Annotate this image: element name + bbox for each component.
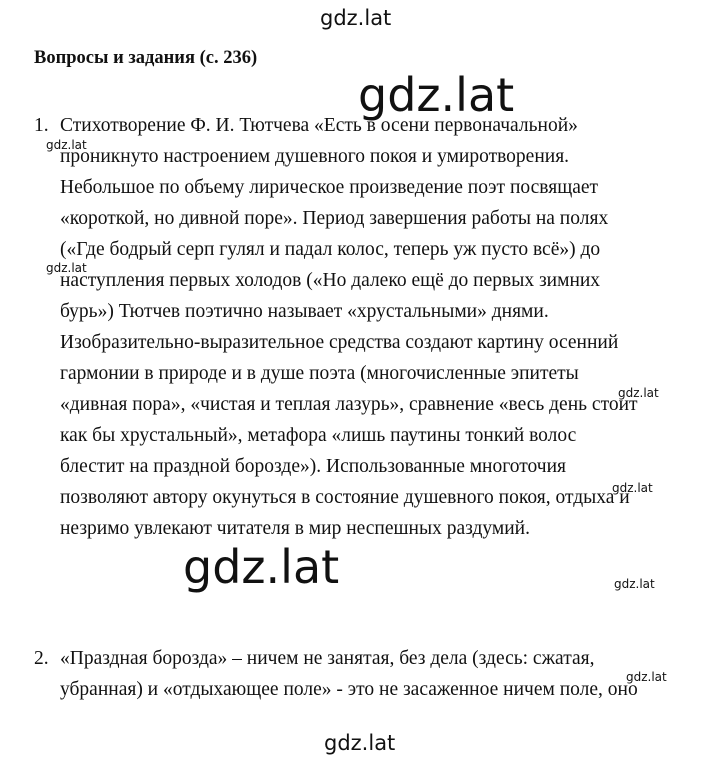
- answer-number: 1.: [34, 115, 49, 136]
- text-line: блестит на праздной борозде»). Использованные многоточия: [60, 456, 566, 477]
- watermark-small: gdz.lat: [618, 386, 659, 400]
- watermark-top: gdz.lat: [320, 6, 392, 30]
- text-line: убранная) и «отдыхающее поле» - это не засаженное ничем поле, оно: [60, 679, 638, 700]
- answer-number: 2.: [34, 648, 49, 669]
- watermark-small: gdz.lat: [626, 670, 667, 684]
- text-line: Небольшое по объему лирическое произведение поэт посвящает: [60, 177, 599, 198]
- text-line: «короткой, но дивной поре». Период завершения работы на полях: [60, 208, 609, 229]
- text-line: наступления первых холодов («Но далеко ещё до первых зимних: [60, 270, 601, 291]
- watermark-large: gdz.lat: [183, 540, 340, 594]
- answer-item-2: [34, 643, 694, 705]
- watermark-small: gdz.lat: [46, 261, 87, 275]
- text-line: Стихотворение Ф. И. Тютчева «Есть в осени первоначальной»: [60, 115, 578, 136]
- answer-item-1: [34, 110, 694, 544]
- text-line: «Праздная борозда» – ничем не занятая, без дела (здесь: сжатая,: [60, 648, 595, 669]
- text-line: незримо увлекают читателя в мир неспешных раздумий.: [60, 518, 530, 539]
- watermark-small: gdz.lat: [614, 577, 655, 591]
- text-line: («Где бодрый серп гулял и падал колос, теперь уж пусто всё») до: [60, 239, 601, 260]
- text-line: как бы хрустальный», метафора «лишь паутины тонкий волос: [60, 425, 577, 446]
- text-line: бурь») Тютчев поэтично называет «хрустальными» днями.: [60, 301, 549, 322]
- answer-text: [60, 643, 694, 705]
- watermark-small: gdz.lat: [612, 481, 653, 495]
- watermark-large: gdz.lat: [358, 68, 515, 122]
- section-heading: Вопросы и задания (с. 236): [34, 48, 258, 68]
- text-line: гармонии в природе и в душе поэта (многочисленные эпитеты: [60, 363, 579, 384]
- text-line: Изобразительно-выразительное средства создают картину осенний: [60, 332, 619, 353]
- watermark-bottom: gdz.lat: [324, 731, 396, 755]
- text-line: проникнуто настроением душевного покоя и умиротворения.: [60, 146, 570, 167]
- watermark-small: gdz.lat: [46, 138, 87, 152]
- text-line: позволяют автору окунуться в состояние душевного покоя, отдыха и: [60, 487, 630, 508]
- text-line: «дивная пора», «чистая и теплая лазурь», сравнение «весь день стоит: [60, 394, 638, 415]
- answer-text: [60, 110, 694, 544]
